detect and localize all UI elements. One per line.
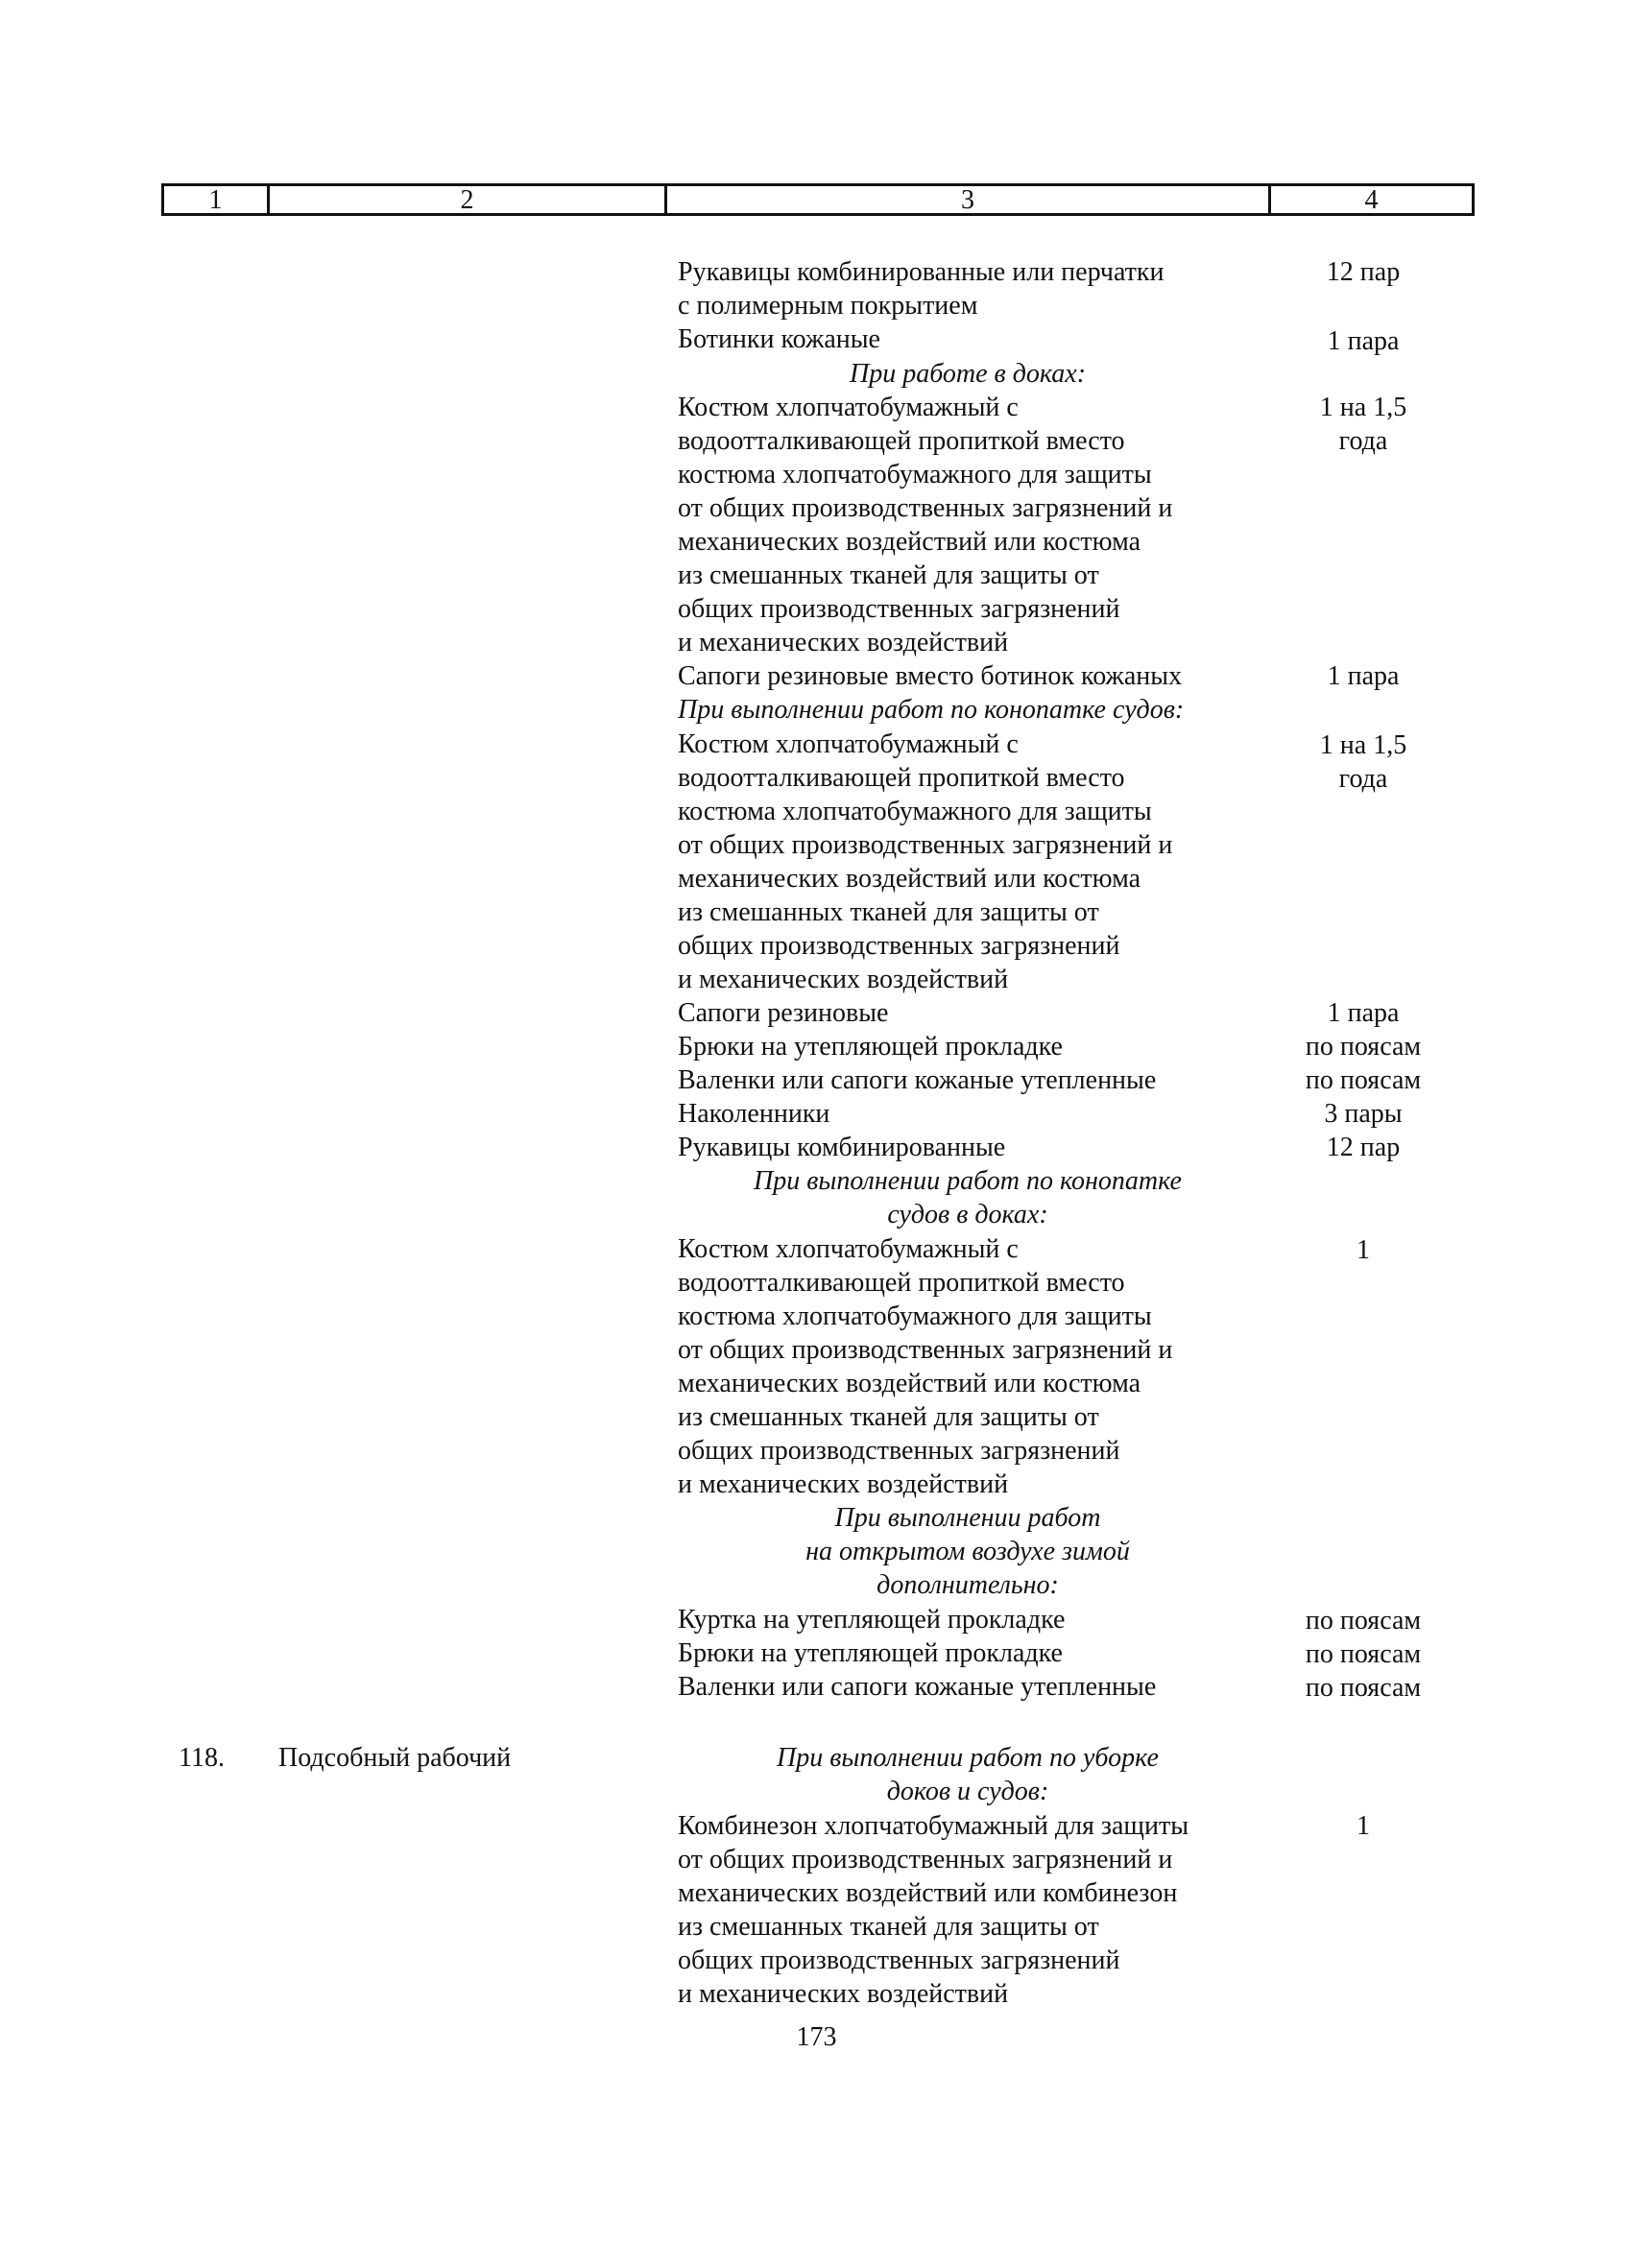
text-line: костюма хлопчатобумажного для защиты [678,797,1152,826]
text-line: из смешанных тканей для защиты от [678,1912,1099,1942]
text-line: на открытом воздухе зимой [805,1537,1130,1566]
text-line: механических воздействий или костюма [678,527,1141,557]
text-line: водоотталкивающей пропиткой вместо [678,1268,1125,1298]
text-line: Рукавицы комбинированные или перчатки [678,257,1165,287]
text-line: Костюм хлопчатобумажный с [678,1234,1019,1264]
column-header-row [161,183,1475,216]
text-line: по поясам [1305,1673,1422,1703]
text-line: механических воздействий или комбинезон [678,1878,1178,1908]
text-line: и механических воздействий [678,1469,1009,1499]
text-line: и механических воздействий [678,965,1009,994]
text-line: из смешанных тканей для защиты от [678,561,1099,590]
text-line: от общих производственных загрязнений и [678,1335,1173,1365]
text-line: общих производственных загрязнений [678,1946,1120,1975]
text-line: по поясам [1305,1606,1422,1635]
text-line: общих производственных загрязнений [678,1436,1120,1466]
text-line: общих производственных загрязнений [678,931,1120,961]
text-line: Костюм хлопчатобумажный с [678,729,1019,759]
text-line: Брюки на утепляющей прокладке [678,1032,1063,1062]
text-line: Сапоги резиновые [678,998,889,1028]
text-line: 1 [1357,1235,1370,1265]
text-line: механических воздействий или костюма [678,1369,1141,1398]
text-line: водоотталкивающей пропиткой вместо [678,763,1125,793]
text-line: Наколенники [678,1099,830,1129]
text-line: При выполнении работ по конопатке судов: [678,695,1185,725]
text-line: При выполнении работ [834,1503,1101,1533]
text-line: по поясам [1305,1065,1422,1095]
text-line: дополнительно: [877,1570,1059,1600]
text-line: 12 пар [1326,1133,1401,1162]
text-line: общих производственных загрязнений [678,594,1120,624]
text-line: 1 на 1,5 [1319,730,1407,760]
text-line: 12 пар [1326,257,1401,287]
text-line: Ботинки кожаные [678,324,880,354]
text-line: 1 [1357,1811,1370,1841]
text-line: костюма хлопчатобумажного для защиты [678,1301,1152,1331]
text-line: по поясам [1305,1032,1422,1062]
text-line: Валенки или сапоги кожаные утепленные [678,1672,1157,1702]
text-line: 1 на 1,5 [1319,393,1407,422]
text-line: 1 пара [1327,998,1400,1028]
text-line: костюма хлопчатобумажного для защиты [678,460,1152,489]
column-header-1: 1 [164,186,270,213]
text-line: от общих производственных загрязнений и [678,1845,1173,1874]
text-line: года [1338,764,1388,794]
text-line: от общих производственных загрязнений и [678,493,1173,523]
text-line: доков и судов: [886,1777,1049,1806]
text-line: При выполнении работ по уборке [777,1743,1159,1773]
text-line: с полимерным покрытием [678,291,978,321]
column-header-4: 4 [1364,185,1379,215]
text-line: При работе в доках: [849,359,1087,389]
column-header-2: 2 [270,186,667,213]
text-line: механических воздействий или костюма [678,864,1141,894]
text-line: и механических воздействий [678,1979,1009,2009]
text-line: от общих производственных загрязнений и [678,830,1173,860]
column-header-3: 3 [667,186,1271,213]
page-number: 173 [796,2022,837,2052]
text-line: 3 пары [1324,1099,1403,1129]
text-line: Подсобный рабочий [278,1743,512,1773]
text-line: года [1338,426,1388,456]
text-line: из смешанных тканей для защиты от [678,897,1099,927]
text-line: Костюм хлопчатобумажный с [678,393,1019,422]
text-line: Куртка на утепляющей прокладке [678,1605,1066,1635]
text-line: Сапоги резиновые вместо ботинок кожаных [678,661,1183,691]
text-line: по поясам [1305,1639,1422,1669]
text-line: Валенки или сапоги кожаные утепленные [678,1065,1157,1095]
text-line: При выполнении работ по конопатке [754,1166,1182,1196]
text-line: из смешанных тканей для защиты от [678,1402,1099,1432]
text-line: Брюки на утепляющей прокладке [678,1638,1063,1668]
text-line: и механических воздействий [678,628,1009,657]
text-line: 1 пара [1327,661,1400,691]
text-line: Комбинезон хлопчатобумажный для защиты [678,1811,1189,1841]
text-line: судов в доках: [887,1200,1048,1229]
text-line: Рукавицы комбинированные [678,1133,1006,1162]
text-line: водоотталкивающей пропиткой вместо [678,426,1125,456]
text-line: 1 пара [1327,326,1400,356]
text-line: 118. [179,1743,225,1773]
